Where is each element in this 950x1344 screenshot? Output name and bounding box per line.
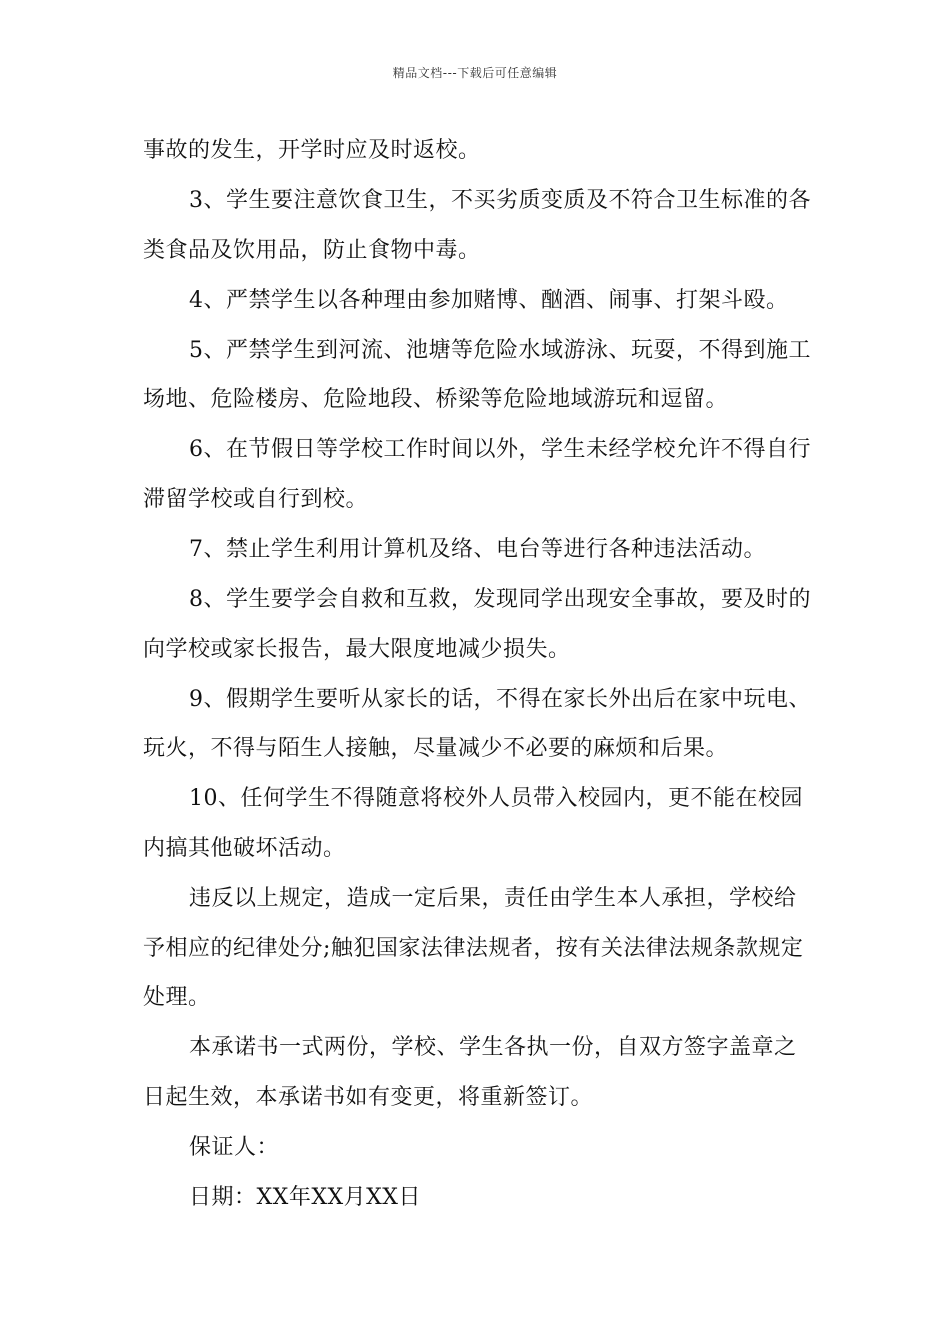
text-line: 内搞其他破坏活动。 [143,836,346,861]
text-line: 予相应的纪律处分;触犯国家法律法规者，按有关法律法规条款规定 [143,936,804,961]
text-line: 4、严禁学生以各种理由参加赌博、酗酒、闹事、打架斗殴。 [189,288,789,313]
text-line: 8、学生要学会自救和互救，发现同学出现安全事故，要及时的 [189,587,811,612]
text-line: 本承诺书一式两份，学校、学生各执一份，自双方签字盖章之 [189,1035,797,1060]
text-line: 滞留学校或自行到校。 [143,487,369,512]
text-line: 日起生效，本承诺书如有变更，将重新签订。 [143,1085,594,1110]
text-line: 5、严禁学生到河流、池塘等危险水域游泳、玩耍，不得到施工 [189,338,811,363]
text-line: 处理。 [143,985,211,1010]
text-line: 9、假期学生要听从家长的话，不得在家长外出后在家中玩电、 [189,687,811,712]
page-header: 精品文档---下载后可任意编辑 [392,66,558,80]
text-line: 事故的发生，开学时应及时返校。 [143,138,481,163]
text-line: 3、学生要注意饮食卫生，不买劣质变质及不符合卫生标准的各 [189,188,811,213]
signatory-label: 保证人： [189,1135,280,1160]
text-line: 类食品及饮用品，防止食物中毒。 [143,238,481,263]
text-line: 玩火，不得与陌生人接触，尽量减少不必要的麻烦和后果。 [143,736,729,761]
text-line: 10、任何学生不得随意将校外人员带入校园内，更不能在校园 [189,786,803,811]
text-line: 7、禁止学生利用计算机及络、电台等进行各种违法活动。 [189,537,766,562]
text-line: 向学校或家长报告，最大限度地减少损失。 [143,637,571,662]
text-line: 6、在节假日等学校工作时间以外，学生未经学校允许不得自行 [189,437,811,462]
text-line: 场地、危险楼房、危险地段、桥梁等危险地域游玩和逗留。 [143,387,729,412]
text-line: 违反以上规定，造成一定后果，责任由学生本人承担，学校给 [189,886,797,911]
date-line: 日期：XX年XX月XX日 [189,1185,421,1210]
